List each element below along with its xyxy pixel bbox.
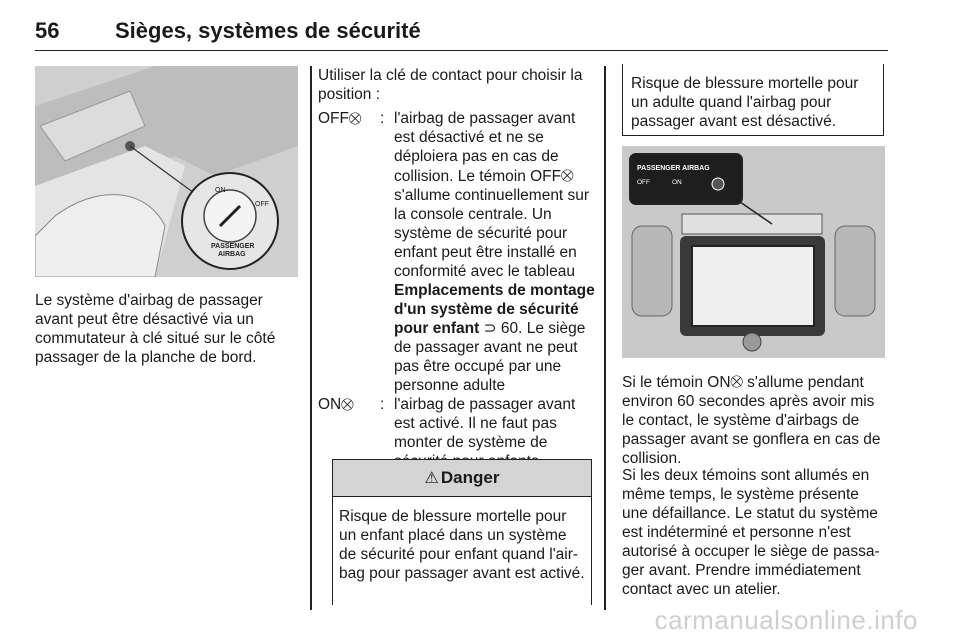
warning-box-continued: Risque de blessure mortelle pour un adulte quand l'airbag pour passager avant est désactivé.	[622, 64, 884, 136]
off-ref: 60. Le siège de passager avant ne peut pas être occupé par une personne adulte	[394, 320, 586, 394]
switch-passenger-label: PASSENGER	[211, 243, 255, 250]
airbag-switch-photo	[35, 66, 298, 277]
airbag-switch-illustration	[35, 66, 298, 277]
danger-text: Risque de blessure mortelle pour un enfant placé dans un système de sécurité pour enfant quand l'airbag pour passager avant est activé.	[339, 508, 585, 582]
page-header	[35, 14, 888, 51]
column-divider-1	[310, 66, 312, 610]
warning-triangle-icon: ⚠	[424, 470, 439, 487]
switch-on-label: ON	[215, 187, 226, 194]
table-link[interactable]: Emplacements de montage d'un système de sécurité pour enfant	[394, 282, 595, 337]
seat-airbag-icon: ⛒	[341, 397, 354, 411]
danger-header	[333, 460, 591, 497]
right-para-1	[622, 372, 888, 468]
off-term-label: OFF	[318, 110, 349, 127]
switch-airbag-label: AIRBAG	[218, 251, 246, 258]
panel-off-label: OFF	[637, 179, 650, 186]
seat-airbag-icon: ⛒	[730, 374, 743, 388]
position-definitions	[318, 109, 596, 471]
console-photo	[622, 146, 885, 358]
off-desc-2: s'allume continuellement sur la console centrale. Un système de sécurité pour enfant peut être installé en conformité avec le tableau	[394, 187, 590, 280]
seat-airbag-icon: ⛒	[561, 168, 574, 182]
def-row-off	[318, 109, 596, 395]
section-title: Sièges, systèmes de sécurité	[115, 18, 421, 43]
danger-box	[332, 459, 592, 605]
def-desc-off	[394, 109, 596, 395]
switch-off-label: OFF	[255, 201, 269, 208]
panel-label: PASSENGER AIRBAG	[637, 165, 710, 172]
def-colon: :	[380, 396, 385, 413]
arrow-ref-icon: ⊃	[483, 320, 497, 337]
para1-start: Si le témoin ON	[622, 374, 731, 391]
intro-text: Utiliser la clé de contact pour choisir la position :	[318, 67, 583, 103]
para1-rest: s'allume pendant environ 60 secondes après avoir mis le contact, le système d'airbags de passager avant se gonflera en cas de collision.	[622, 374, 881, 467]
def-term-off	[318, 109, 380, 395]
on-term-label: ON	[318, 396, 342, 413]
danger-title: Danger	[440, 468, 500, 487]
panel-on-label: ON	[672, 179, 682, 186]
column-divider-2	[604, 66, 606, 610]
console-illustration	[622, 146, 885, 358]
left-caption: Le système d'airbag de passager avant peut être désactivé via un commutateur à clé situé sur le côté passager de la planche de bord.	[35, 292, 276, 366]
off-desc-1: l'airbag de passager avant est désactivé et ne se déploiera pas en cas de collision. Le témoin OFF	[394, 110, 576, 185]
right-para-2: Si les deux témoins sont allumés en même temps, le système présente une défaillance. Le statut du système est indéterminé et personne n'est autorisé à occuper le siège de passager avant. Prendre immédiatement contact avec un atelier.	[622, 467, 880, 598]
seat-airbag-icon: ⛒	[349, 111, 362, 125]
def-colon: :	[380, 110, 385, 127]
page-number: 56	[35, 18, 60, 43]
watermark: carmanualsonline.info	[654, 605, 918, 635]
def-desc-on: l'airbag de passager avant est activé. Il ne faut pas monter de système de	[394, 396, 576, 451]
